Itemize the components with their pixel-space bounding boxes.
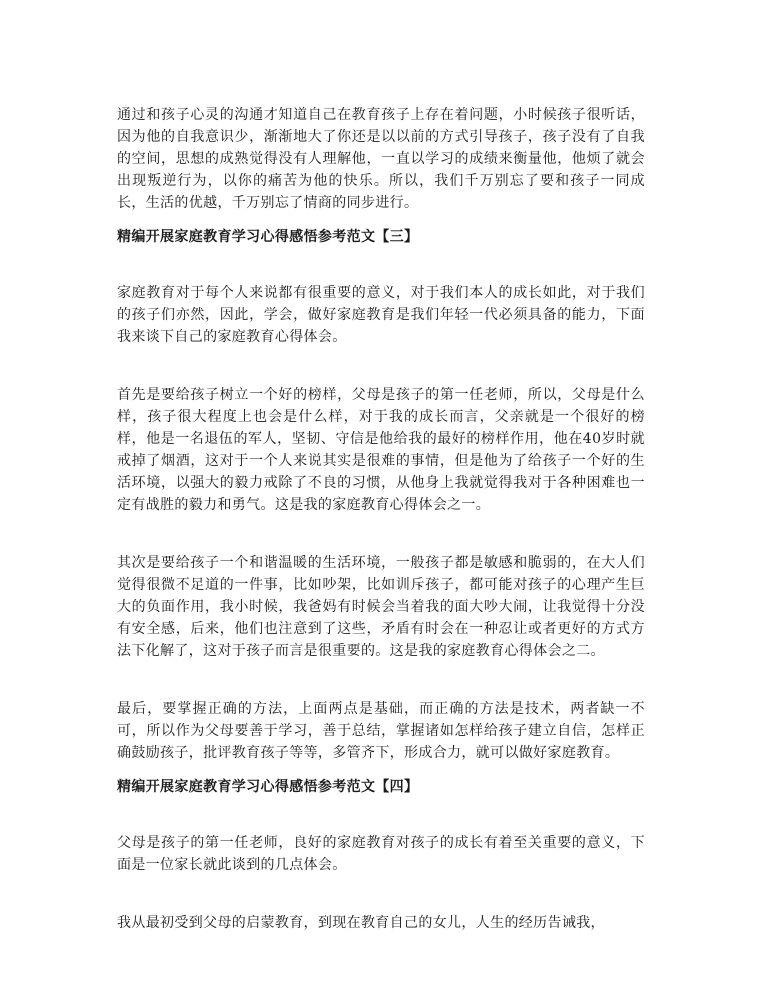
paragraph-2: 家庭教育对于每个人来说都有很重要的意义，对于我们本人的成长如此，对于我们的孩子们亦然，因此，学会，做好家庭教育是我们年轻一代必须具备的能力，下面我来谈下自己的家庭教育心得体会。 xyxy=(117,285,645,345)
paragraph-4: 其次是要给孩子一个和谐温暖的生活环境，一般孩子都是敏感和脆弱的，在大人们觉得很微不足道的一件事，比如吵架，比如训斥孩子，都可能对孩子的心理产生巨大的负面作用，我小时候，我爸妈有时候会当着我的面大吵大闹，让我觉得十分没有安全感，后来，他们也注意到了这些，矛盾有时会在一种忍让或者更好的方式方法下化解了，这对于孩子而言是很重要的。这是我的家庭教育心得体会之二。 xyxy=(117,555,645,659)
paragraph-5: 最后，要掌握正确的方法，上面两点是基础，而正确的方法是技术，两者缺一不可，所以作为父母要善于学习，善于总结，掌握诸如怎样给孩子建立自信，怎样正确鼓励孩子，批评教育孩子等等，多管齐下，形成合力，就可以做好家庭教育。 xyxy=(117,701,645,761)
paragraph-3: 首先是要给孩子树立一个好的榜样，父母是孩子的第一任老师，所以，父母是什么样，孩子很大程度上也会是什么样，对于我的成长而言，父亲就是一个很好的榜样，他是一名退伍的军人，坚韧、守信是他给我的最好的榜样作用，他在40岁时就戒掉了烟酒，这对于一个人来说其实是很难的事情，但是他为了给孩子一个好的生活环境，以强大的毅力戒除了不良的习惯，从他身上我就觉得我对于各种困难也一定有战胜的毅力和勇气。这是我的家庭教育心得体会之一。 xyxy=(117,387,645,513)
section-heading-4: 精编开展家庭教育学习心得感悟参考范文【四】 xyxy=(117,779,419,795)
section-heading-3: 精编开展家庭教育学习心得感悟参考范文【三】 xyxy=(117,229,419,245)
paragraph-6: 父母是孩子的第一任老师，良好的家庭教育对孩子的成长有着至关重要的意义，下面是一位家长就此谈到的几点体会。 xyxy=(117,835,645,873)
document-page xyxy=(117,104,645,934)
paragraph-1: 通过和孩子心灵的沟通才知道自己在教育孩子上存在着问题，小时候孩子很听话，因为他的自我意识少，渐渐地大了你还是以以前的方式引导孩子，孩子没有了自我的空间，思想的成熟觉得没有人理解他，一直以学习的成绩来衡量他，他烦了就会出现叛逆行为，以你的痛苦为他的快乐。所以，我们千万别忘了要和孩子一同成长，生活的优越，千万别忘了情商的同步进行。 xyxy=(117,107,645,211)
paragraph-7: 我从最初受到父母的启蒙教育，到现在教育自己的女儿，人生的经历告诫我， xyxy=(117,915,605,931)
